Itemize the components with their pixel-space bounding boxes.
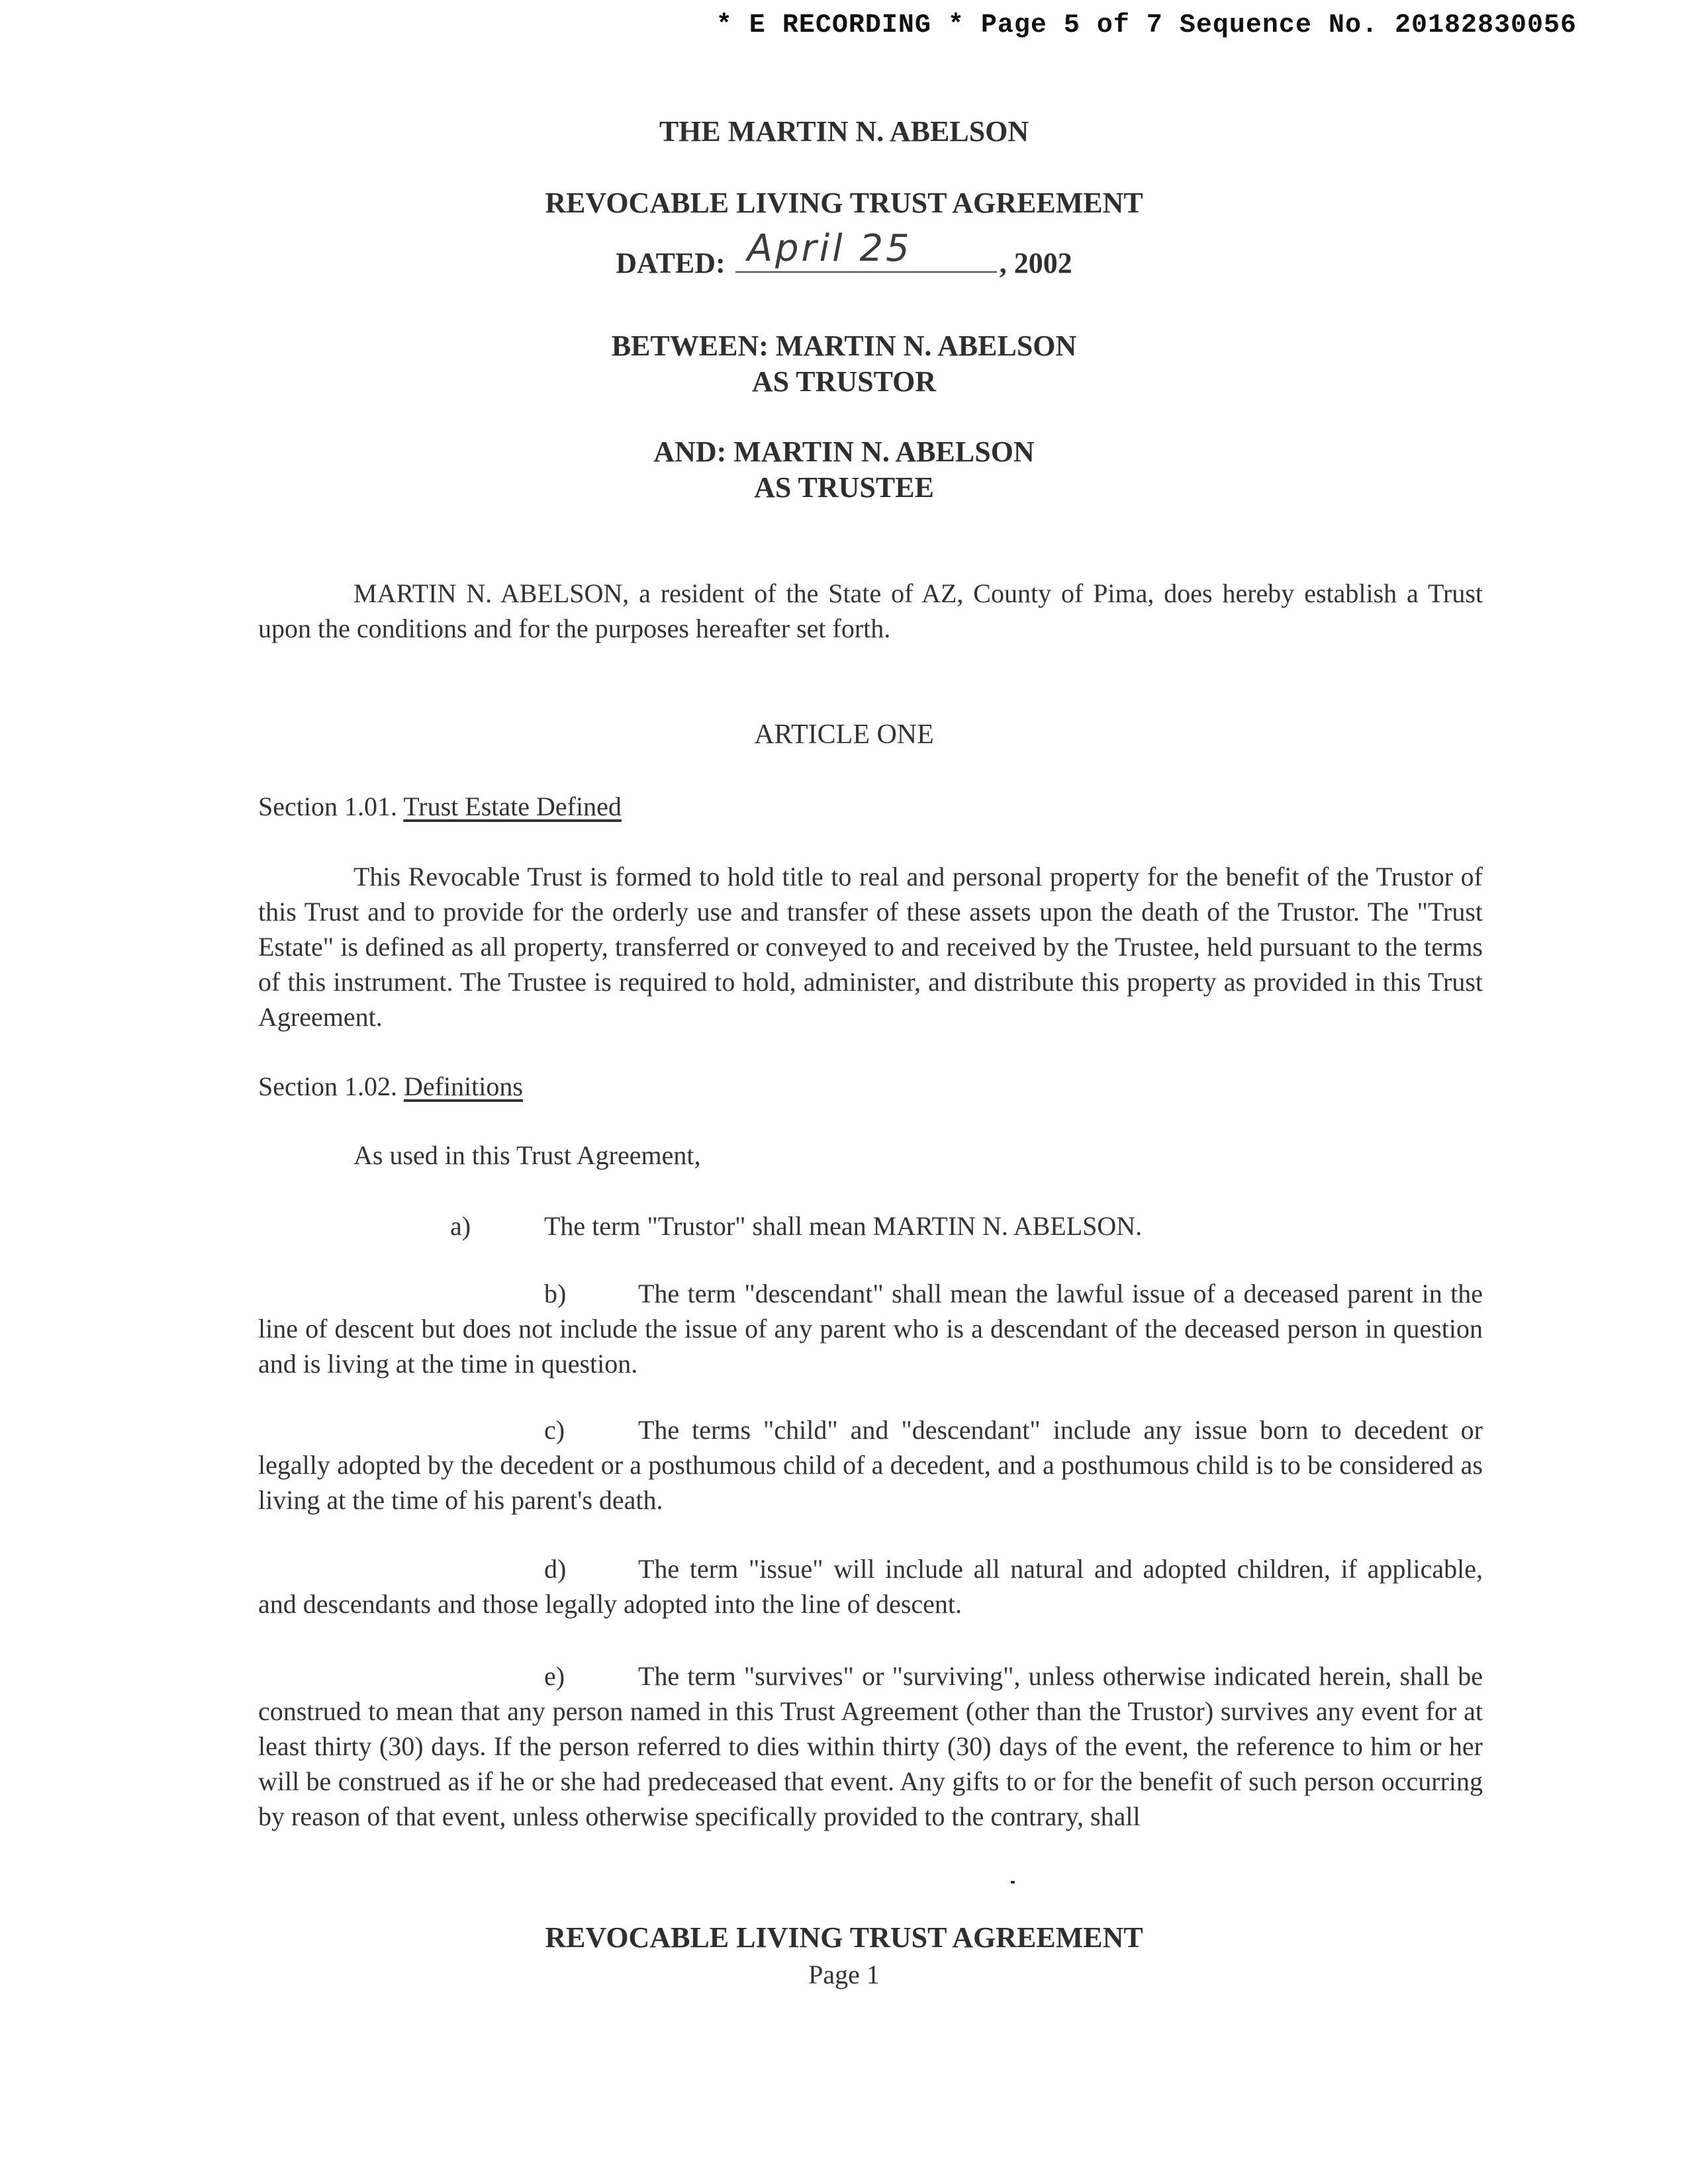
section-1-01-body: This Revocable Trust is formed to hold title to real and personal property for the benefit of the Trustor of this Trust and to provide for the orderly use and transfer of these assets upon the death of the Trustor. The "Trust Estate" is defined as all property, transferred or conveyed to and received by the Trustee, held pursuant to the terms of this instrument. The Trustee is required to hold, administer, and distribute this property as provided in this Trust Agreement. (258, 862, 1483, 1032)
definition-letter: b) (544, 1279, 567, 1308)
definitions-lead: As used in this Trust Agreement, (353, 1140, 701, 1170)
footer-page-number: Page 1 (808, 1960, 880, 1989)
recording-stamp: * E RECORDING * Page 5 of 7 Sequence No. 20182830056 (716, 11, 1577, 40)
section-1-01-title: Trust Estate Defined (403, 792, 622, 821)
definition-item (258, 1208, 1483, 1244)
and-line-1: AND: MARTIN N. ABELSON (653, 435, 1035, 468)
definition-letter: c) (544, 1415, 565, 1445)
title-line-1: THE MARTIN N. ABELSON (659, 115, 1029, 148)
footer-title: REVOCABLE LIVING TRUST AGREEMENT (545, 1921, 1143, 1954)
definition-item (258, 1276, 1483, 1381)
section-1-02-number: Section 1.02. (258, 1071, 397, 1101)
definition-letter: d) (544, 1554, 567, 1584)
definition-text: The terms "child" and "descendant" include any issue born to decedent or legally adopted by the decedent or a posthumous child of a decedent, and a posthumous child is to be considered as living at the time of his parent's death. (258, 1415, 1483, 1515)
handwritten-date: April 25 (747, 227, 912, 270)
definition-item (258, 1412, 1483, 1518)
definition-item (258, 1551, 1483, 1621)
dated-year: , 2002 (999, 247, 1072, 279)
definition-text: The term "Trustor" shall mean MARTIN N. ABELSON. (544, 1211, 1143, 1241)
between-line-2: AS TRUSTOR (751, 365, 937, 398)
dated-label: DATED: (616, 247, 726, 279)
section-1-01-heading (258, 791, 622, 822)
definition-item (258, 1659, 1483, 1834)
between-line-1: BETWEEN: MARTIN N. ABELSON (611, 330, 1077, 362)
scan-speck (1011, 1881, 1015, 1884)
definition-text: The term "issue" will include all natural and adopted children, if applicable, and descendants and those legally adopted into the line of descent. (258, 1554, 1483, 1619)
definition-letter: e) (544, 1661, 565, 1691)
and-line-2: AS TRUSTEE (754, 471, 934, 504)
definition-text: The term "survives" or "surviving", unless otherwise indicated herein, shall be construed to mean that any person named in this Trust Agreement (other than the Trustor) survives any event for at least thirty (30) days. If the person referred to dies within thirty (30) days of the event, the reference to him or her will be construed as if he or she had predeceased that event. Any gifts to or for the benefit of such person occurring by reason of that event, unless otherwise specifically provided to the contrary, shall (258, 1661, 1483, 1831)
definition-letter: a) (450, 1211, 471, 1241)
definition-text: The term "descendant" shall mean the lawful issue of a deceased parent in the line of descent but does not include the issue of any parent who is a descendant of the deceased person in question and is living at the time in question. (258, 1279, 1483, 1379)
article-heading: ARTICLE ONE (754, 719, 934, 750)
section-1-01-number: Section 1.01. (258, 792, 397, 821)
date-signature-blank (735, 227, 997, 273)
title-line-2: REVOCABLE LIVING TRUST AGREEMENT (545, 187, 1143, 219)
section-1-02-heading (258, 1071, 523, 1102)
section-1-02-title: Definitions (403, 1071, 523, 1101)
dated-line (0, 227, 1688, 280)
intro-paragraph: MARTIN N. ABELSON, a resident of the State of AZ, County of Pima, does hereby establish a Trust upon the conditions and for the purposes hereafter set forth. (258, 578, 1483, 643)
